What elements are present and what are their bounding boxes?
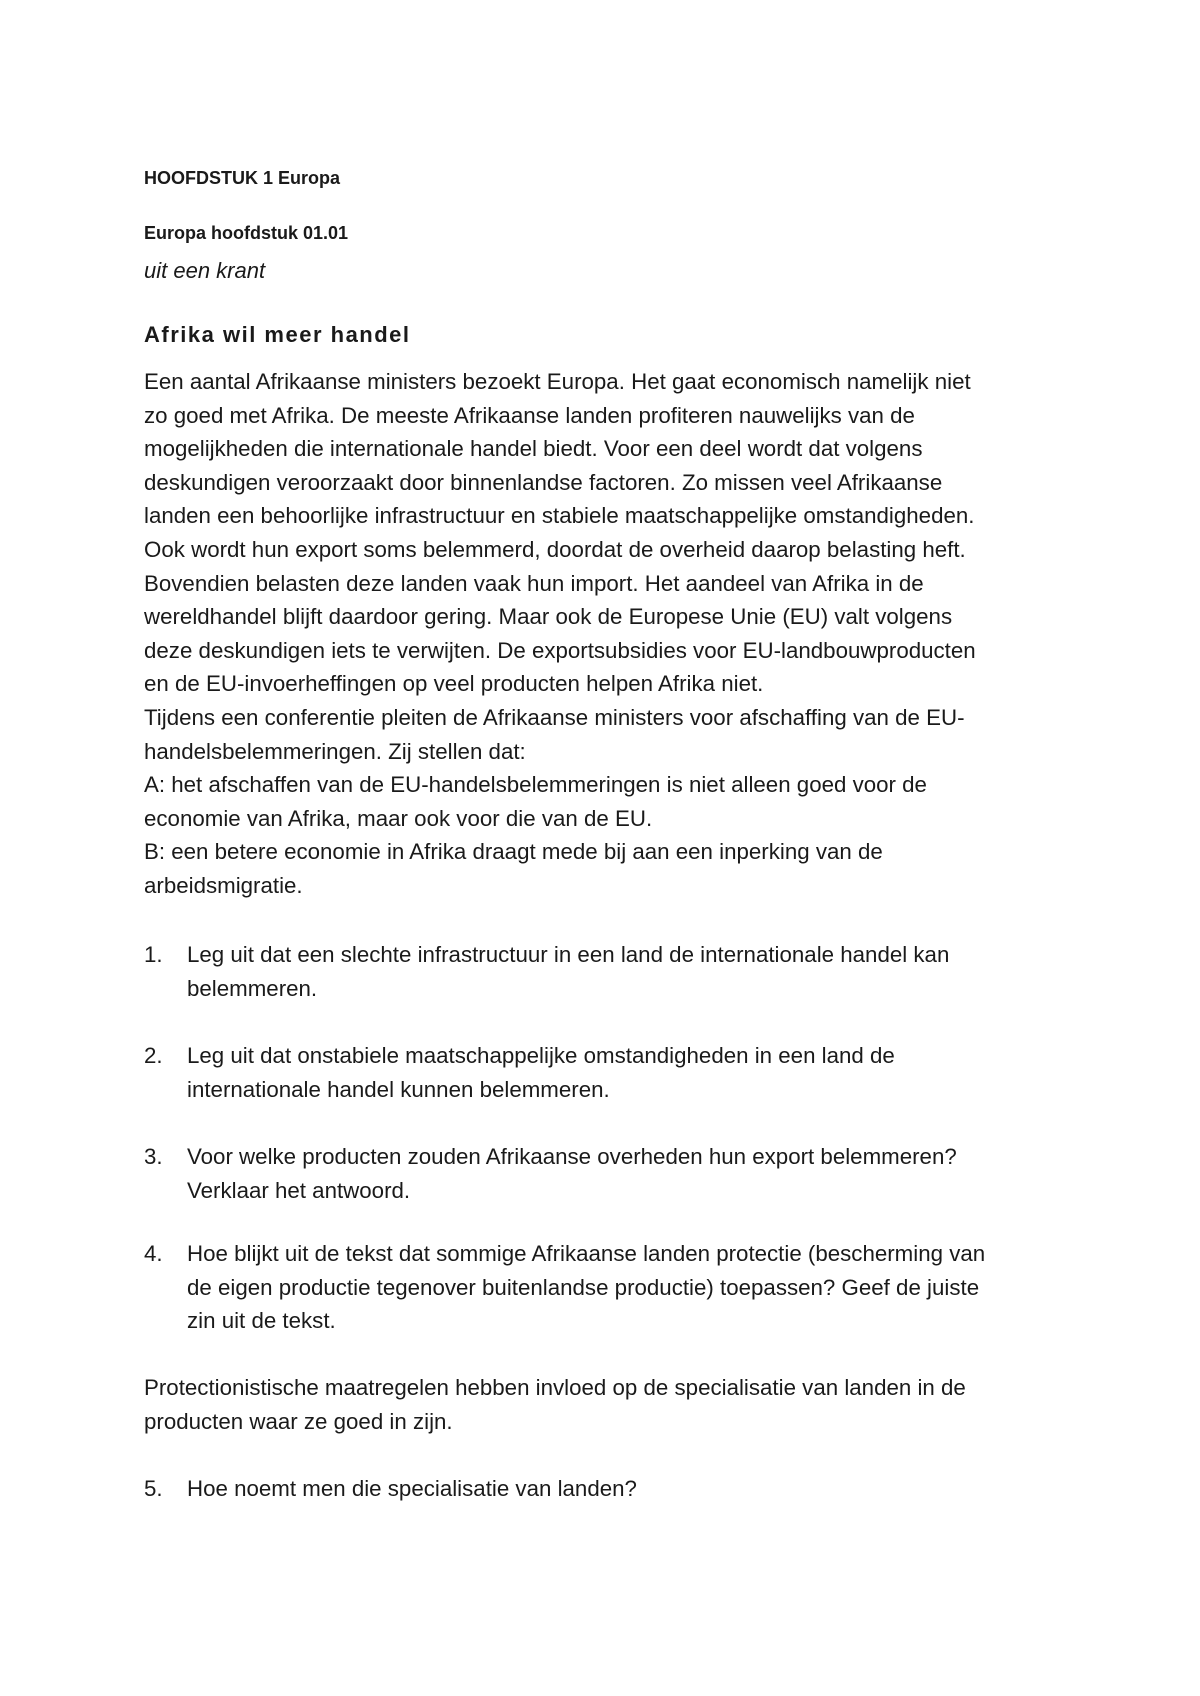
question-text — [187, 938, 1087, 1005]
question-number: 2. — [144, 1043, 163, 1068]
question-number: 1. — [144, 942, 163, 967]
question-line: Voor welke producten zouden Afrikaanse overheden hun export belemmeren? — [187, 1144, 957, 1169]
protectionism-paragraph — [144, 1371, 1074, 1438]
question-text — [187, 1039, 1087, 1106]
article-line: landen een behoorlijke infrastructuur en stabiele maatschappelijke omstandigheden. — [144, 503, 975, 529]
article-line: economie van Afrika, maar ook voor die van de EU. — [144, 805, 653, 831]
question-line: de eigen productie tegenover buitenlandse productie) toepassen? Geef de juiste — [187, 1274, 980, 1300]
question-line: Leg uit dat een slechte infrastructuur in een land de internationale handel kan — [187, 942, 950, 967]
article-title: Afrika wil meer handel — [144, 322, 411, 347]
question-line: Hoe noemt men die specialisatie van landen? — [187, 1476, 637, 1501]
question-line: belemmeren. — [187, 975, 318, 1001]
question-line: zin uit de tekst. — [187, 1308, 336, 1334]
question-text — [187, 1472, 1087, 1506]
article-line: Een aantal Afrikaanse ministers bezoekt Europa. Het gaat economisch namelijk niet — [144, 369, 971, 394]
article-line: arbeidsmigratie. — [144, 872, 303, 898]
question-line: Verklaar het antwoord. — [187, 1177, 411, 1203]
question-line: internationale handel kunnen belemmeren. — [187, 1076, 610, 1102]
article-line: deze deskundigen iets te verwijten. De exportsubsidies voor EU-landbouwproducten — [144, 637, 976, 663]
article-line: en de EU-invoerheffingen op veel producten helpen Afrika niet. — [144, 671, 764, 697]
question-number: 4. — [144, 1241, 163, 1266]
paragraph-line: Protectionistische maatregelen hebben invloed op de specialisatie van landen in de — [144, 1375, 966, 1400]
article-line: Bovendien belasten deze landen vaak hun import. Het aandeel van Afrika in de — [144, 570, 924, 596]
article-line: deskundigen veroorzaakt door binnenlandse factoren. Zo missen veel Afrikaanse — [144, 469, 943, 495]
article-line: mogelijkheden die internationale handel biedt. Voor een deel wordt dat volgens — [144, 436, 923, 462]
paragraph-line: producten waar ze goed in zijn. — [144, 1408, 453, 1434]
article-line: A: het afschaffen van de EU-handelsbelemmeringen is niet alleen goed voor de — [144, 772, 927, 798]
article-line: Ook wordt hun export soms belemmerd, doordat de overheid daarop belasting heft. — [144, 536, 966, 562]
article-line: Tijdens een conferentie pleiten de Afrikaanse ministers voor afschaffing van de EU- — [144, 704, 965, 730]
article-body — [144, 365, 1074, 903]
question-line: Leg uit dat onstabiele maatschappelijke omstandigheden in een land de — [187, 1043, 895, 1068]
question-number: 5. — [144, 1476, 163, 1501]
article-line: wereldhandel blijft daardoor gering. Maar ook de Europese Unie (EU) valt volgens — [144, 604, 953, 630]
chapter-title: HOOFDSTUK 1 Europa — [144, 168, 341, 188]
question-text — [187, 1140, 1087, 1207]
question-number: 3. — [144, 1144, 163, 1169]
article-line: zo goed met Afrika. De meeste Afrikaanse landen profiteren nauwelijks van de — [144, 402, 915, 428]
question-line: Hoe blijkt uit de tekst dat sommige Afrikaanse landen protectie (bescherming van — [187, 1241, 986, 1266]
question-text — [187, 1237, 1087, 1338]
article-line: handelsbelemmeringen. Zij stellen dat: — [144, 738, 526, 764]
article-line: B: een betere economie in Afrika draagt mede bij aan een inperking van de — [144, 839, 883, 865]
source-note: uit een krant — [144, 258, 266, 283]
subchapter-title: Europa hoofdstuk 01.01 — [144, 223, 349, 243]
